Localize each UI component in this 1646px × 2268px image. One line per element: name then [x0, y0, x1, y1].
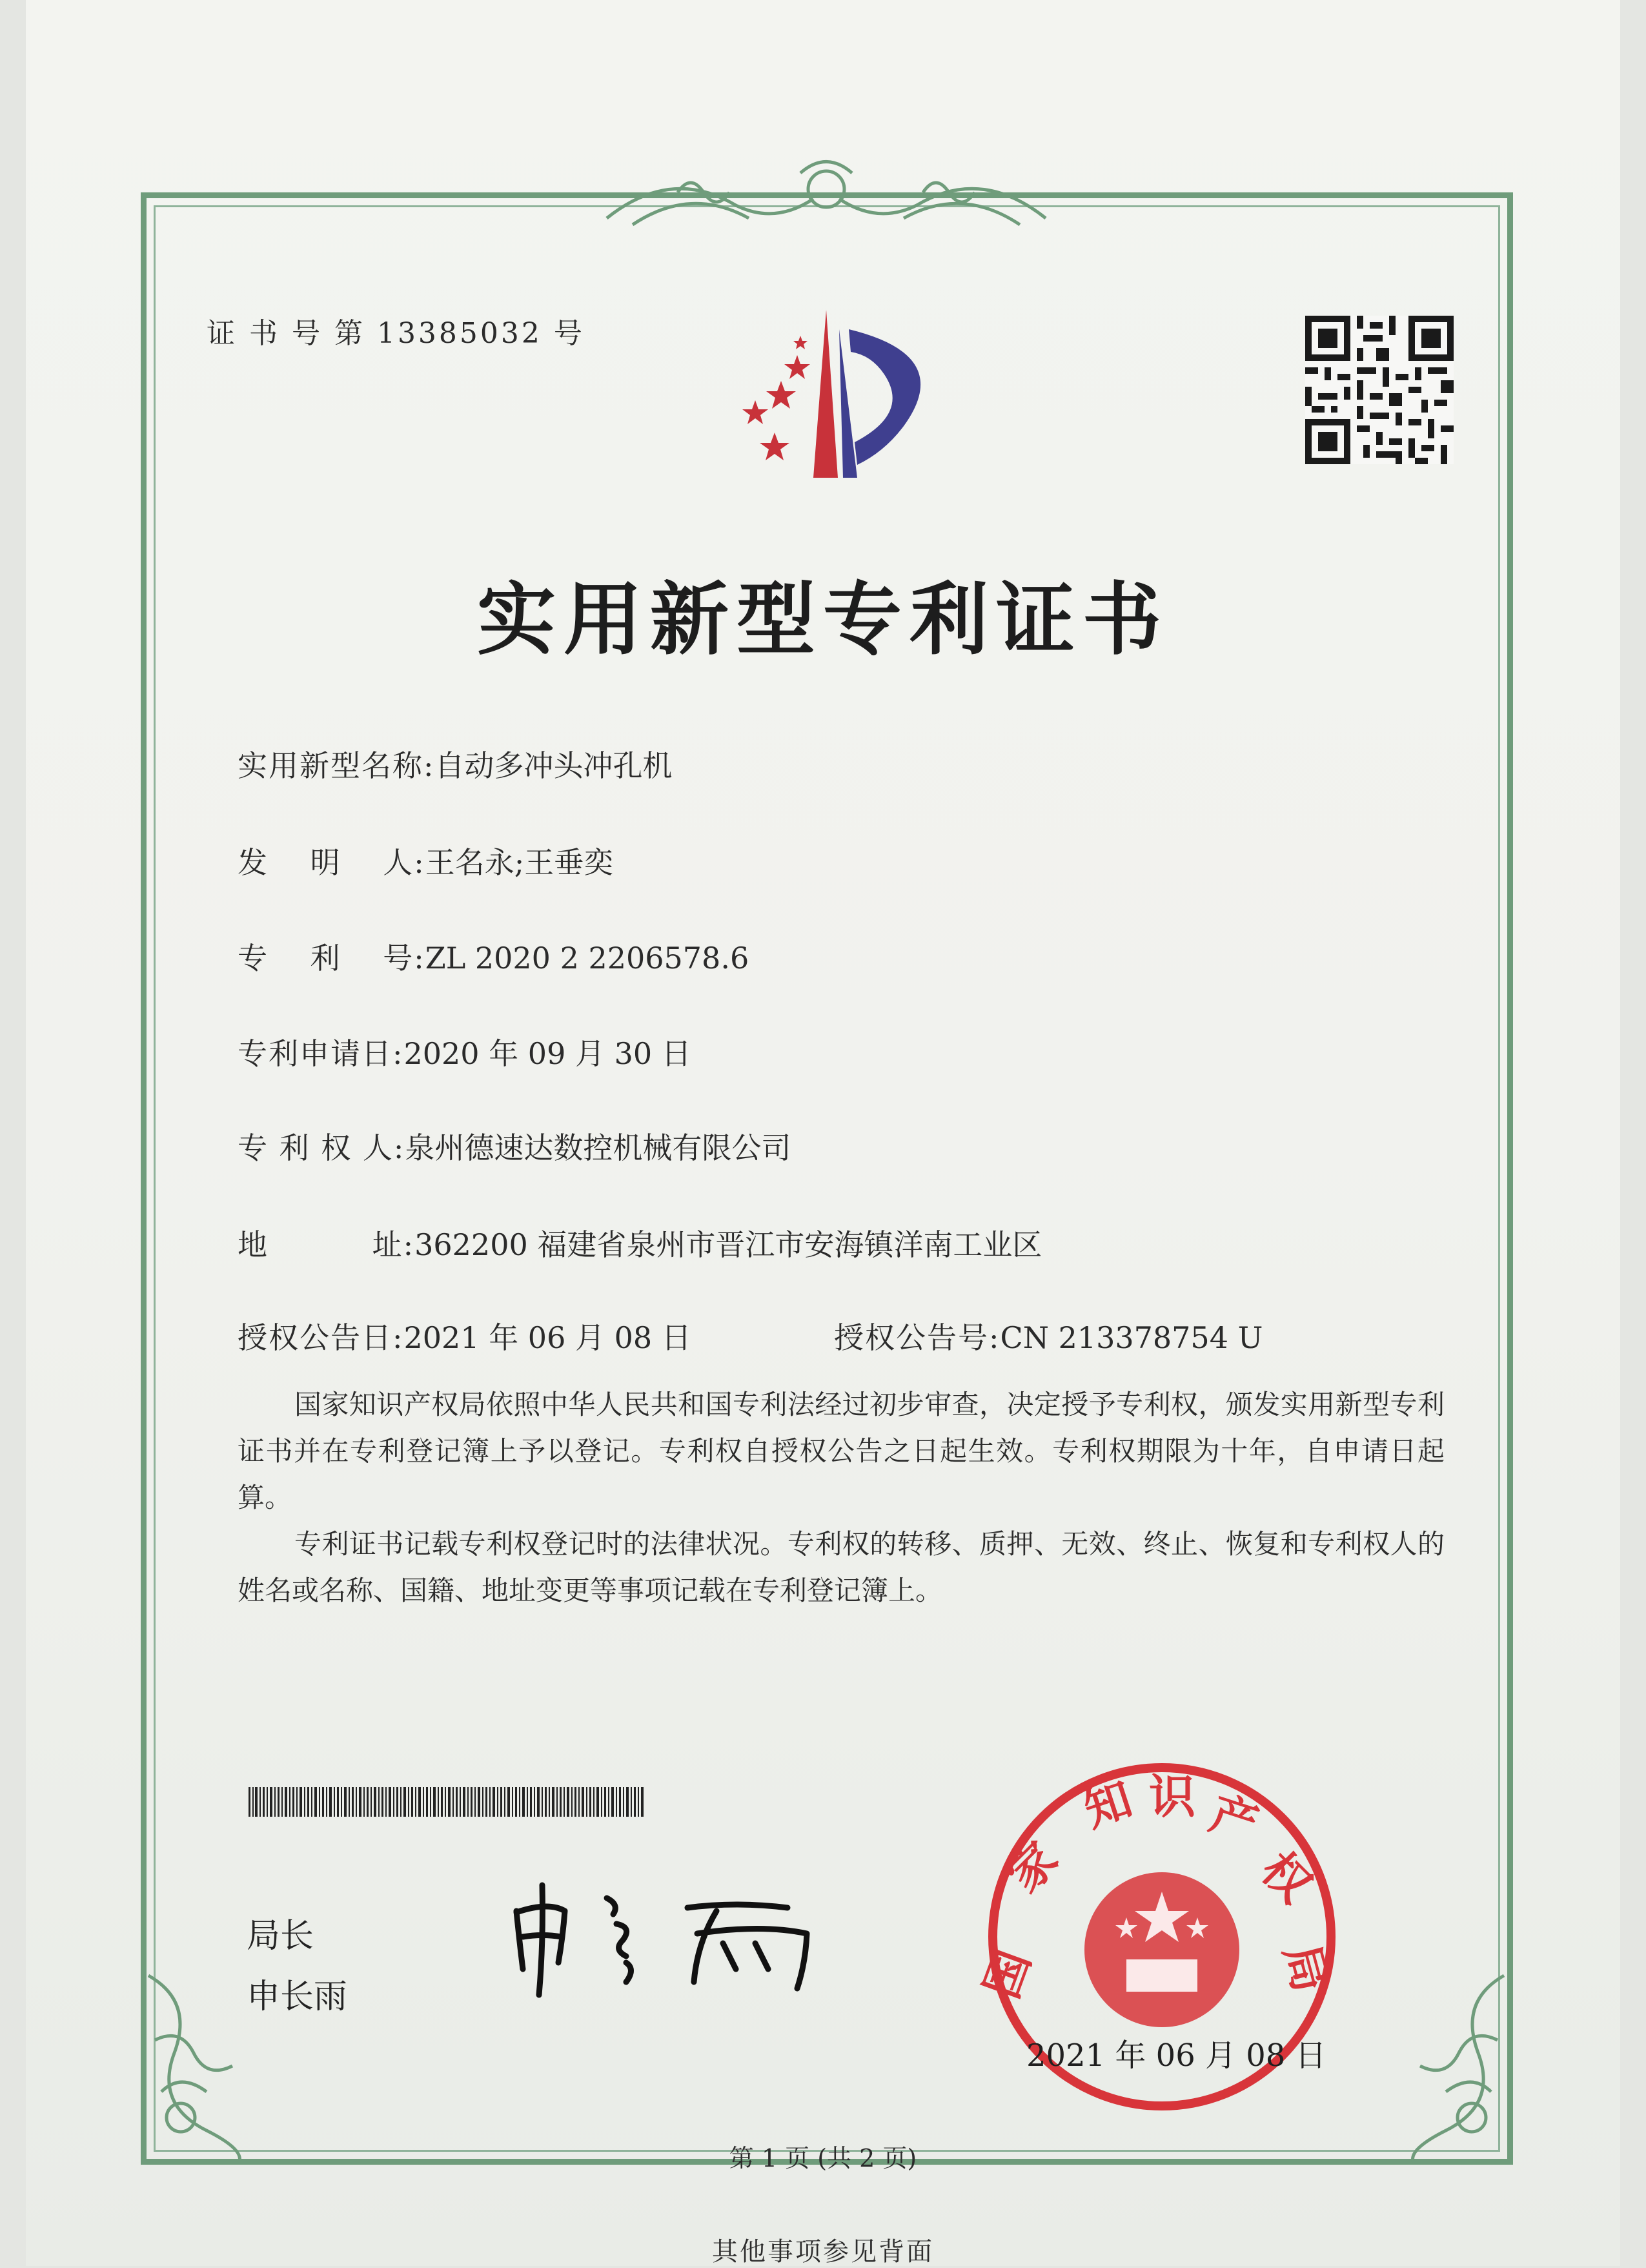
certificate-title: 实用新型专利证书	[477, 573, 1169, 666]
field-value: ZL 2020 2 2206578.6	[425, 941, 749, 976]
field-address	[238, 1221, 1042, 1264]
field-label: 实用新型名称:	[238, 748, 435, 783]
svg-text:家: 家	[997, 1831, 1068, 1903]
field-label: 发 明 人:	[238, 845, 425, 880]
top-ornament	[594, 154, 1059, 238]
field-label: 专 利 权 人:	[238, 1130, 405, 1165]
svg-text:局: 局	[1274, 1938, 1339, 1997]
field-value: CN 213378754 U	[1000, 1320, 1263, 1355]
seal-date: 2021 年 06 月 08 日	[1026, 2038, 1326, 2074]
field-grant-date	[238, 1314, 691, 1357]
svg-text:知: 知	[1077, 1772, 1139, 1838]
field-grant-number	[834, 1314, 1263, 1357]
field-patent-number	[238, 935, 749, 977]
cnipa-logo-icon	[710, 303, 955, 491]
field-label: 专利申请日:	[238, 1036, 404, 1071]
field-value: 2020 年 09 月 30 日	[403, 1036, 691, 1071]
page-number: 第 1 页 (共 2 页)	[729, 2144, 917, 2172]
field-value: 自动多冲头冲孔机	[434, 748, 673, 783]
svg-text:国: 国	[974, 1943, 1041, 2005]
field-value: 泉州德速达数控机械有限公司	[405, 1130, 791, 1165]
certificate-number: 证 书 号 第 13385032 号	[207, 317, 585, 350]
field-label: 地 址:	[238, 1227, 415, 1262]
director-name: 申长雨	[247, 1977, 348, 2016]
field-utility-model-name	[238, 742, 673, 785]
svg-text:产: 产	[1203, 1786, 1265, 1852]
back-note: 其他事项参见背面	[712, 2237, 934, 2267]
field-value: 王名永;王垂奕	[425, 845, 614, 880]
director-title: 局长	[247, 1917, 314, 1956]
field-label: 授权公告日:	[238, 1320, 404, 1355]
qr-code-icon	[1305, 315, 1454, 465]
legal-paragraph-1: 国家知识产权局依照中华人民共和国专利法经过初步审查，决定授予专利权，颁发实用新型专利证书并在专利登记簿上予以登记。专利权自授权公告之日起生效。专利权期限为十年，自申请日起算。	[238, 1389, 1445, 1513]
field-label: 专 利 号:	[238, 941, 425, 976]
field-value: 2021 年 06 月 08 日	[403, 1320, 691, 1355]
svg-text:权: 权	[1250, 1841, 1323, 1913]
svg-text:识: 识	[1149, 1770, 1196, 1824]
director-signature	[503, 1872, 839, 2001]
field-value: 362200 福建省泉州市晋江市安海镇洋南工业区	[414, 1227, 1042, 1262]
field-inventor	[238, 839, 613, 882]
field-filing-date	[238, 1030, 691, 1073]
field-patentee	[238, 1125, 791, 1167]
barcode-icon	[249, 1787, 645, 1817]
legal-paragraph-2: 专利证书记载专利权登记时的法律状况。专利权的转移、质押、无效、终止、恢复和专利权人的姓名或名称、国籍、地址变更等事项记载在专利登记簿上。	[238, 1528, 1445, 1606]
field-label: 授权公告号:	[834, 1320, 1001, 1355]
